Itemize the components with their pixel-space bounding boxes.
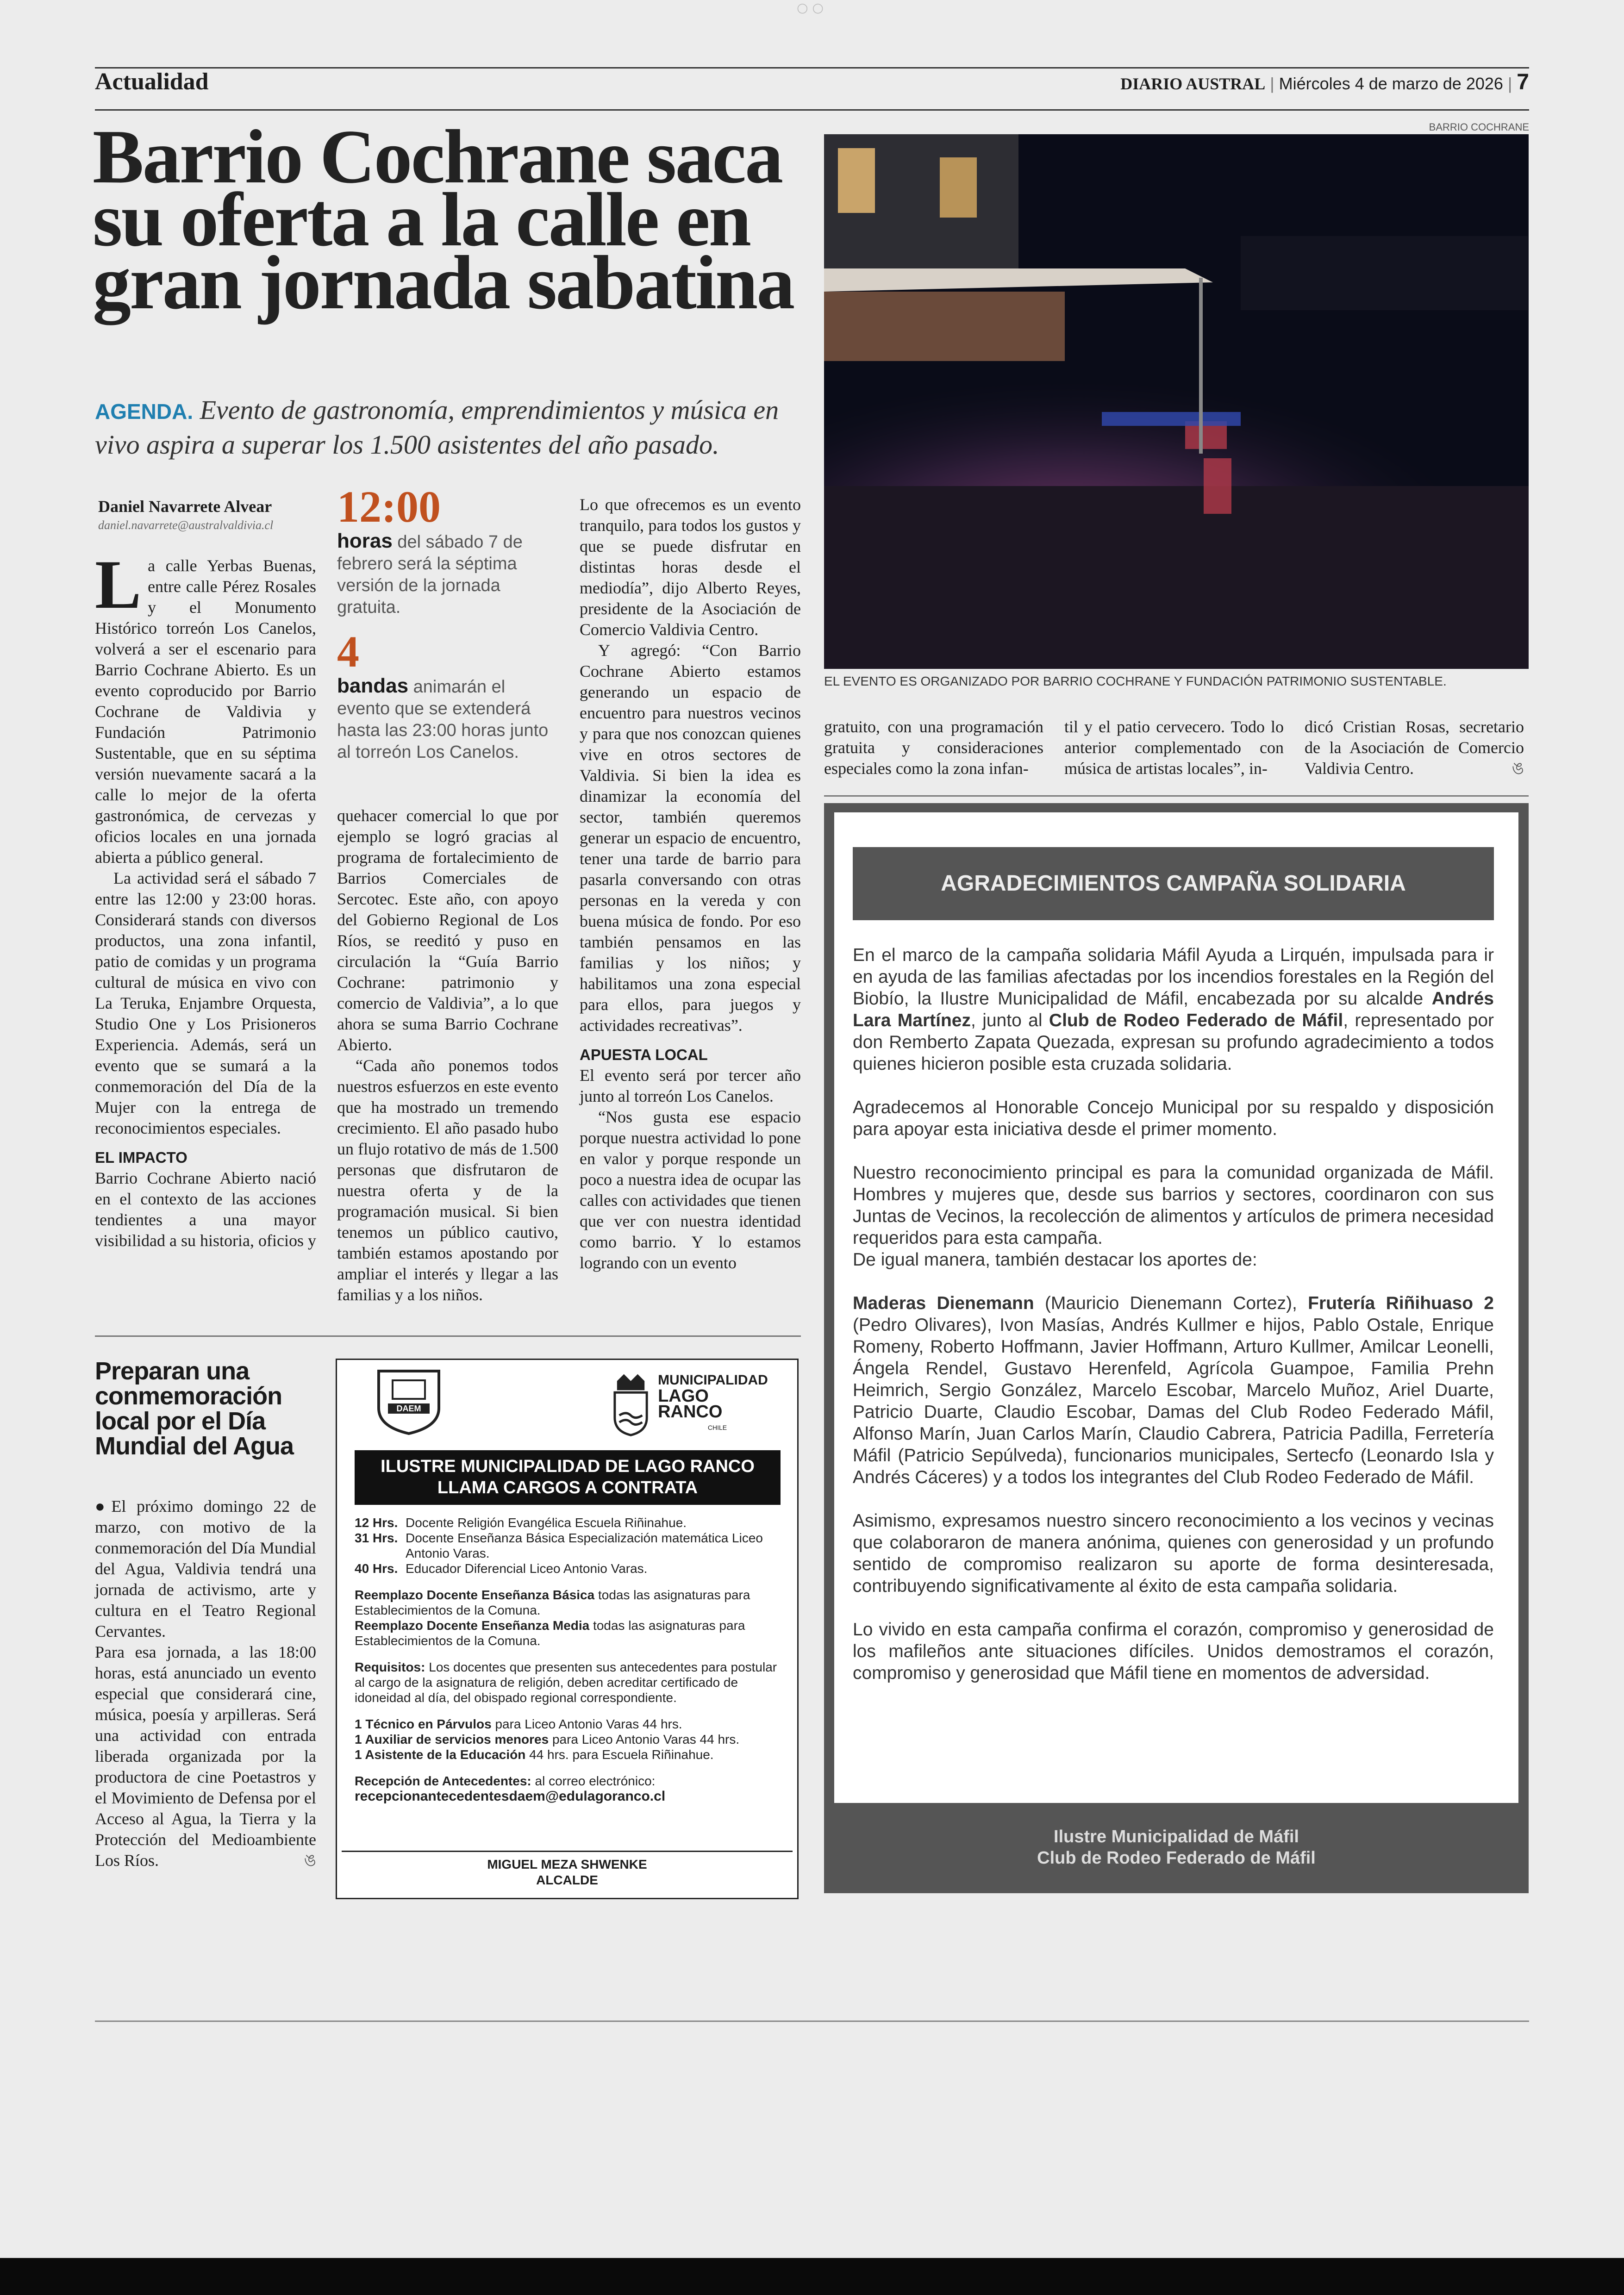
event-photo: [824, 134, 1529, 669]
bullet: ●: [95, 1497, 112, 1515]
header-rule-bottom: [95, 109, 1529, 111]
paragraph: quehacer comercial lo que por ejemplo se logró gracias al programa de fortalecimiento de Barrios Comerciales de Sercotec. Este año, con apoyo del Gobierno Regional de Los Ríos, se reeditó y puso en circulación la “Guía Barrio Cochrane: patrimonio y comercio de Valdivia”, a lo que ahora se suma Barrio Cochrane Abierto.: [337, 806, 558, 1054]
paragraph: El evento será por tercer año junto al torreón Los Canelos.: [580, 1066, 801, 1105]
fact-bold: horas: [337, 530, 393, 552]
requirements-text: Los docentes que presenten sus antecedentes para postular al cargo de la asignatura de religión, deben acreditar certificado de idoneidad al día, del obispado regional correspondiente.: [355, 1660, 777, 1705]
photo-caption: EL EVENTO ES ORGANIZADO POR BARRIO COCHRANE Y FUNDACIÓN PATRIMONIO SUSTENTABLE.: [824, 674, 1447, 688]
replacement-row: [355, 1618, 783, 1648]
position-row: [355, 1530, 783, 1561]
footer-line-1: Ilustre Municipalidad de Máfil: [1054, 1827, 1299, 1846]
job-bold: 1 Asistente de la Educación: [355, 1747, 526, 1762]
position-row: [355, 1561, 783, 1576]
page-number: 7: [1517, 70, 1529, 94]
fact-box: [337, 484, 555, 763]
fact-desc: del sábado 7 de febrero será la séptima versión de la jornada gratuita.: [337, 532, 523, 617]
fact-text: [337, 530, 555, 618]
scroll-indicator[interactable]: ○ ○: [797, 0, 824, 15]
paragraph-text: , junto al: [970, 1010, 1043, 1030]
footer-line-2: Club de Rodeo Federado de Máfil: [1037, 1848, 1316, 1868]
bold-name: Andrés Lara Martínez: [853, 989, 1494, 1030]
muni-label-1: MUNICIPALIDAD: [658, 1372, 768, 1388]
end-mark: ঙ: [1512, 759, 1524, 778]
fact-desc: animarán el evento que se extenderá hasta las 23:00 horas junto al torreón Los Canelos.: [337, 677, 549, 762]
requirements: [355, 1659, 783, 1705]
job-bold: 1 Auxiliar de servicios menores: [355, 1732, 549, 1746]
signer-role: ALCALDE: [536, 1873, 598, 1887]
ad-mafil: [824, 803, 1529, 1893]
paragraph: Lo que ofrecemos es un evento tranquilo, para todos los gustos y que se puede disfrutar en distintas horas desde el mediodía”, dijo Alberto Reyes, presidente de la Asociación de Comercio Valdivia Centro.: [580, 495, 801, 639]
section-divider: [824, 795, 1529, 797]
paragraph: Asimismo, expresamos nuestro sincero reconocimiento a los vecinos y vecinas que colaboraron de manera anónima, quienes con generosidad y un profundo sentido de compromiso realizaron su aporte de forma desinteresada, contribuyendo significativamente al éxito de esta campaña solidaria.: [853, 1511, 1494, 1596]
header-rule-top: [95, 67, 1529, 69]
position-hours: 12 Hrs.: [355, 1515, 398, 1530]
masthead-sep: |: [1507, 74, 1517, 93]
paragraph: Barrio Cochrane Abierto nació en el contexto de las acciones tendientes a una mayor visibilidad a su historia, oficios y: [95, 1169, 316, 1250]
muni-label-2: LAGO RANCO: [658, 1386, 723, 1422]
paragraph: De igual manera, también destacar los aportes de:: [853, 1250, 1257, 1270]
daem-shield-icon: [374, 1366, 443, 1436]
paragraph-text: a calle Yerbas Buenas, entre calle Pérez Rosales y el Monumento Histórico torreón Los Canelos, volverá a ser el escenario para Barrio Cochrane Abierto. Es un evento coproducido por Barrio Cochrane de Valdivia y Fundación Patrimonio Sustentable, que en su séptima versión nuevamente sacará a la calle lo mejor de la oferta gastronómica, de cervezas y oficios locales en una jornada abierta a público general.: [95, 556, 316, 867]
job-text: para Liceo Antonio Varas 44 hrs.: [552, 1732, 740, 1746]
daem-logo: [374, 1366, 443, 1436]
job-row: [355, 1716, 783, 1732]
muni-label-3: CHILE: [707, 1424, 727, 1431]
paragraph: Lo vivido en esta campaña confirma el corazón, compromiso y generosidad de los mafileños ante situaciones difíciles. Unidos demostramos el corazón, compromiso y generosidad que Máfil tiene en momentos de adversidad.: [853, 1620, 1494, 1683]
ad-signature-box: [342, 1851, 793, 1894]
author-name: Daniel Navarrete Alvear: [98, 497, 272, 516]
paragraph: [95, 546, 316, 868]
paragraph: La actividad será el sábado 7 entre las 12:00 y 23:00 horas. Considerará stands con diversos productos, una zona infantil, patio de comidas y un programa cultural de música en vivo con La Teruka, Enjambre Orquesta, Studio One y Los Prisioneros Experiencia. Además, será un evento que se sumará a la conmemoración del Día de la Mujer con la entrega de reconocimientos especiales.: [95, 869, 316, 1137]
brief-body: [95, 1496, 316, 1871]
article-column-3: [580, 494, 801, 1273]
ad-title-line-1: ILUSTRE MUNICIPALIDAD DE LAGO RANCO: [381, 1457, 755, 1476]
paper-name: DIARIO AUSTRAL: [1120, 75, 1266, 93]
ad-title-line-2: LLAMA CARGOS A CONTRATA: [437, 1478, 698, 1497]
ad-lago-ranco: [336, 1359, 799, 1899]
subhead-impact: EL IMPACTO: [95, 1149, 187, 1166]
page-bottom-rule: [95, 2021, 1529, 2022]
byline: [98, 495, 293, 533]
paragraph: [853, 944, 1494, 1075]
continuation-text: [824, 717, 1529, 779]
position-text: Docente Religión Evangélica Escuela Riñinahue.: [406, 1515, 687, 1530]
paragraph: [1305, 717, 1524, 779]
ad-mafil-title: AGRADECIMIENTOS CAMPAÑA SOLIDARIA: [853, 847, 1494, 920]
reception-bold: Recepción de Antecedentes:: [355, 1774, 531, 1788]
paragraph: “Nos gusta ese espacio porque nuestra actividad lo pone en valor y porque responde un poco a nuestra idea de ocupar las calles con actividades que tienen que ver con nuestra identidad como barrio. Y lo estamos logrando con un evento: [580, 1108, 801, 1272]
position-text: Educador Diferencial Liceo Antonio Varas.: [406, 1561, 648, 1576]
signer-name: MIGUEL MEZA SHWENKE: [487, 1857, 647, 1871]
position-text: Docente Enseñanza Básica Especialización matemática Liceo Antonio Varas.: [406, 1531, 763, 1560]
paragraph-text: Para esa jornada, a las 18:00 horas, está anunciado un evento especial que considerará cine, música, poesía y arpilleras. Será una actividad con entrada liberada organizada por la productora de cine Poetastros y el Movimiento de Defensa por el Acceso al Agua, la Tierra y la Protección del Medioambiente Los Ríos.: [95, 1643, 316, 1870]
author-email: daniel.navarrete@australvaldivia.cl: [98, 518, 274, 532]
paragraph: [95, 1496, 316, 1642]
muni-label: [658, 1372, 777, 1435]
lago-ranco-logo: [610, 1369, 777, 1439]
article-column-1: [95, 546, 316, 1251]
paragraph-text: dicó Cristian Rosas, secretario de la Asociación de Comercio Valdivia Centro.: [1305, 717, 1524, 778]
lago-ranco-crest-icon: [610, 1372, 651, 1436]
replacement-text: todas las asignaturas para Establecimientos de la Comuna.: [355, 1588, 750, 1617]
section-label: Actualidad: [95, 69, 209, 95]
ad-mafil-body: [853, 944, 1494, 1684]
bold-name: Maderas Dienemann: [853, 1293, 1034, 1313]
paragraph-text: En el marco de la campaña solidaria Máfil Ayuda a Lirquén, impulsada para ir en ayuda de las familias afectadas por los incendios forestales en la Región del Biobío, la Ilustre Municipalidad de Máfil, encabezada por su alcalde: [853, 945, 1494, 1009]
paragraph-text: (Pedro Olivares), Ivon Masías, Andrés Kullmer e hijos, Pablo Ostale, Enrique Romeny, Roberto Hoffmann, Javier Hoffmann, Arturo Kullmer, Amilcar Leonelli, Ángela Rendel, Gustavo Herenfeld, Agrícola Guampoe, Familia Prehn Heimrich, Sergio González, Marcelo Escobar, Marcelo Muñoz, Ariel Duarte, Patricio Duarte, Claudio Escobar, Damas del Club Rodeo Federado Máfil, Alfonso Marín, Juan Carlos Marín, Claudio Cabrera, Patricia Padilla, Ferretería Máfil (Patricio Sepúlveda), funcionarios municipales, Sertecfo (Leonardo Isla y Andrés Cáceres) y a todos los integrantes del Club Rodeo Federado de Máfil.: [853, 1315, 1494, 1487]
job-text: 44 hrs. para Escuela Riñinahue.: [529, 1747, 714, 1762]
paragraph: Nuestro reconocimiento principal es para la comunidad organizada de Máfil. Hombres y mujeres que, desde sus barrios y sectores, coordinaron con sus Juntas de Vecinos, la recolección de alimentos y artículos de primera necesidad requeridos para esta campaña.: [853, 1163, 1494, 1248]
reception-text: al correo electrónico:: [535, 1774, 656, 1788]
end-mark: ঙ: [304, 1851, 316, 1870]
kicker: AGENDA.: [95, 399, 194, 424]
viewer-bottom-bar: [0, 2258, 1624, 2295]
ad-title-banner: [355, 1450, 781, 1505]
paragraph-text: (Mauricio Dienemann Cortez),: [1044, 1293, 1297, 1313]
subtitle-text: Evento de gastronomía, emprendimientos y música en vivo aspira a superar los 1.500 asistentes del año pasado.: [95, 395, 779, 460]
replacement-text: todas las asignaturas para Establecimientos de la Comuna.: [355, 1618, 745, 1648]
bold-name: Frutería Riñihuaso 2: [1308, 1293, 1494, 1313]
job-row: [355, 1747, 783, 1762]
section-divider: [95, 1335, 801, 1337]
bold-name: Club de Rodeo Federado de Máfil: [1049, 1010, 1343, 1030]
headline: Barrio Cochrane saca su oferta a la calle en gran jornada sabatina: [93, 114, 794, 325]
job-row: [355, 1732, 783, 1747]
paragraph: [95, 1642, 316, 1871]
job-text: para Liceo Antonio Varas 44 hrs.: [495, 1717, 682, 1731]
drop-cap: L: [95, 546, 142, 623]
position-hours: 40 Hrs.: [355, 1561, 398, 1576]
fact-number-bands: 4: [337, 627, 359, 676]
paragraph: “Cada año ponemos todos nuestros esfuerzos en este evento que ha mostrado un tremendo crecimiento. El año pasado hubo un flujo rotativo de más de 1.500 personas que disfrutaron de nuestra oferta y de la programación musical. Si bien tenemos un público cautivo, también estamos apostando por ampliar el interés y llegar a las familias y a los niños.: [337, 1056, 558, 1304]
fact-bold: bandas: [337, 674, 409, 697]
paragraph: [853, 1292, 1494, 1488]
replacement-row: [355, 1587, 783, 1618]
paragraph-text: El próximo domingo 22 de marzo, con motivo de la conmemoración del Día Mundial del Agua, Valdivia tendrá una jornada de activismo, arte y cultura en el Teatro Regional Cervantes.: [95, 1497, 316, 1640]
job-bold: 1 Técnico en Párvulos: [355, 1717, 492, 1731]
reception-email[interactable]: recepcionantecedentesdaem@edulagoranco.cl: [355, 1789, 666, 1804]
paragraph: til y el patio cervecero. Todo lo anterior complementado con música de artistas locales”, in-: [1064, 717, 1284, 778]
fact-number-time: 12:00: [337, 482, 441, 531]
masthead-sep: |: [1270, 74, 1279, 93]
photo-credit: BARRIO COCHRANE: [1429, 121, 1529, 133]
fact-text: [337, 675, 555, 763]
brief-headline: Preparan una conmemoración local por el Día Mundial del Agua: [95, 1357, 294, 1460]
daem-label: DAEM: [396, 1404, 421, 1413]
requirements-bold: Requisitos:: [355, 1660, 425, 1674]
subhead-local: APUESTA LOCAL: [580, 1046, 708, 1063]
replacement-bold: Reemplazo Docente Enseñanza Media: [355, 1618, 590, 1633]
position-hours: 31 Hrs.: [355, 1531, 398, 1545]
subtitle: [95, 393, 808, 461]
paragraph: Y agregó: “Con Barrio Cochrane Abierto estamos generando un espacio de encuentro para nuestros vecinos y para que nos conozcan quienes vive en otros sectores de Valdivia. Si bien la idea es dinamizar la economía del sector, también queremos generar un espacio de encuentro, tener una tarde de barrio para pasarla conversando con otras personas en la vereda y con buena música de fondo. Por eso también pensamos en las familias y los niños; y habilitamos una zona especial para ellos, para juegos y actividades recreativas”.: [580, 641, 801, 1035]
paragraph-text: , representado por don Remberto Zapata Quezada, expresan su profundo agradecimiento a todos quienes hicieron posible esta cruzada solidaria.: [853, 1010, 1494, 1074]
paragraph: gratuito, con una programación gratuita y consideraciones especiales como la zona infan-: [824, 717, 1043, 778]
reception: [355, 1773, 783, 1789]
position-row: [355, 1515, 783, 1530]
ad-mafil-footer: [824, 1826, 1529, 1869]
issue-date: Miércoles 4 de marzo de 2026: [1279, 74, 1503, 93]
replacement-bold: Reemplazo Docente Enseñanza Básica: [355, 1588, 595, 1602]
paragraph: Agradecemos al Honorable Concejo Municipal por su respaldo y disposición para apoyar esta iniciativa desde el primer momento.: [853, 1098, 1494, 1139]
masthead: [1120, 69, 1529, 97]
event-photo-graphic: [824, 134, 1529, 669]
ad-body: [355, 1515, 783, 1804]
article-column-2: [337, 805, 558, 1305]
